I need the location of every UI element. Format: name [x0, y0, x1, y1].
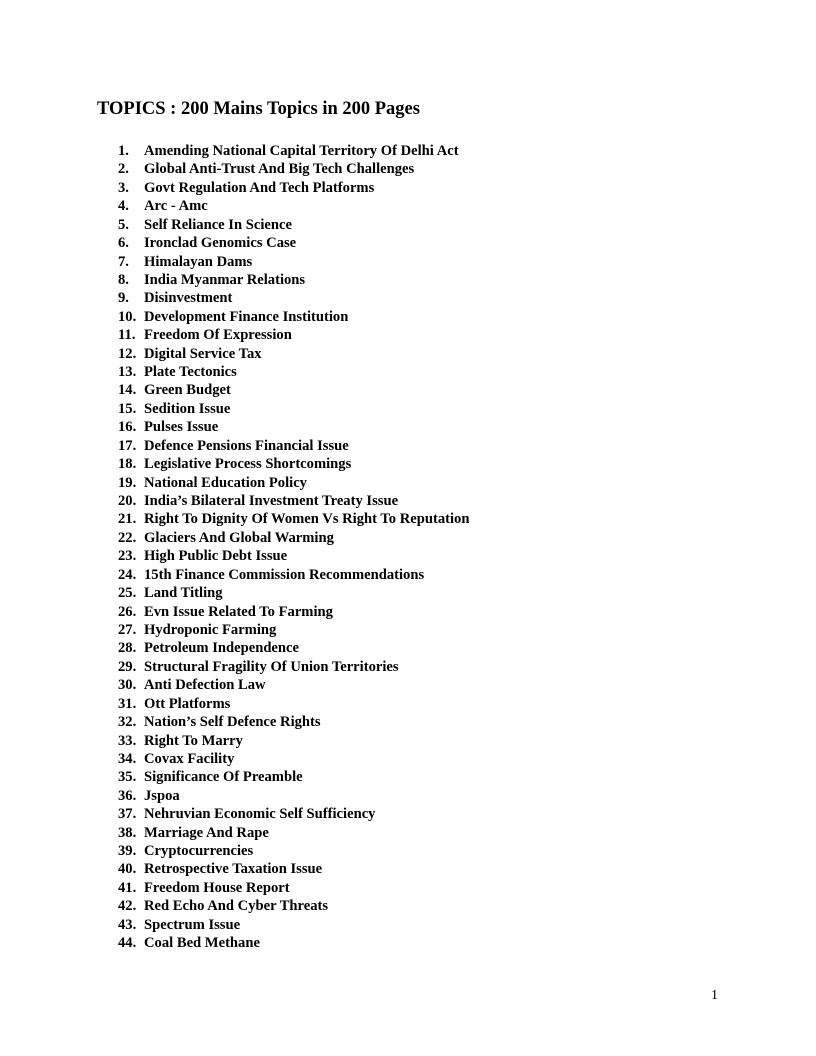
topic-label: Himalayan Dams — [144, 253, 253, 270]
topic-number: 1. — [118, 143, 129, 159]
topic-number: 12. — [118, 345, 137, 362]
topic-label: Hydroponic Farming — [144, 621, 277, 638]
topic-number: 7. — [118, 253, 129, 270]
topic-item — [118, 658, 469, 676]
topic-item — [118, 160, 469, 178]
topic-label: Structural Fragility Of Union Territories — [144, 658, 399, 675]
topic-item — [118, 271, 469, 289]
topic-label: Petroleum Independence — [144, 640, 299, 657]
topic-item — [118, 418, 469, 436]
topic-number: 5. — [118, 216, 129, 233]
topic-item — [118, 326, 469, 344]
topic-label: Anti Defection Law — [144, 677, 266, 694]
topic-number: 44. — [118, 935, 137, 952]
topic-number: 10. — [118, 308, 137, 325]
topic-number: 28. — [118, 640, 137, 657]
topic-item — [118, 142, 469, 160]
topic-item — [118, 216, 469, 234]
topic-item — [118, 676, 469, 694]
topic-number: 15. — [118, 400, 137, 417]
topic-item — [118, 566, 469, 584]
topic-number: 37. — [118, 806, 137, 823]
topic-number: 26. — [118, 603, 137, 620]
topic-label: Land Titling — [144, 585, 223, 602]
topic-item — [118, 934, 469, 952]
topic-number: 17. — [118, 437, 137, 454]
topic-number: 40. — [118, 861, 137, 878]
topic-number: 33. — [118, 732, 137, 749]
topic-item — [118, 824, 469, 842]
topic-number: 3. — [118, 179, 129, 196]
topic-label: Nehruvian Economic Self Sufficiency — [144, 806, 376, 823]
topic-item — [118, 400, 469, 418]
topic-item — [118, 916, 469, 934]
topic-item — [118, 529, 469, 547]
topic-label: Amending National Capital Territory Of Delhi Act — [144, 143, 459, 159]
topic-number: 32. — [118, 714, 137, 731]
topic-number: 14. — [118, 382, 137, 399]
topic-label: Self Reliance In Science — [144, 216, 292, 233]
topic-item — [118, 381, 469, 399]
topic-label: Glaciers And Global Warming — [144, 529, 334, 546]
topic-label: India’s Bilateral Investment Treaty Issue — [144, 493, 399, 510]
topic-item — [118, 732, 469, 750]
topic-label: Development Finance Institution — [144, 308, 349, 325]
topic-label: Jspoa — [144, 787, 180, 804]
topic-item — [118, 345, 469, 363]
topic-number: 18. — [118, 456, 137, 473]
topic-label: Nation’s Self Defence Rights — [144, 714, 321, 731]
topic-item — [118, 879, 469, 897]
topic-number: 13. — [118, 364, 137, 381]
topic-item — [118, 234, 469, 252]
topic-label: Coal Bed Methane — [144, 935, 260, 952]
topic-label: Freedom House Report — [144, 879, 290, 896]
topic-label: Defence Pensions Financial Issue — [144, 437, 349, 454]
topic-item — [118, 289, 469, 307]
topic-number: 6. — [118, 235, 129, 252]
topic-label: Freedom Of Expression — [144, 327, 292, 344]
topic-label: Sedition Issue — [144, 400, 231, 417]
topic-label: Govt Regulation And Tech Platforms — [144, 179, 375, 196]
topic-number: 21. — [118, 511, 137, 528]
topic-number: 4. — [118, 198, 129, 215]
topic-number: 29. — [118, 658, 137, 675]
topic-label: Ironclad Genomics Case — [144, 235, 297, 252]
page-title: TOPICS : 200 Mains Topics in 200 Pages — [97, 99, 420, 119]
topic-number: 9. — [118, 290, 129, 307]
topic-item — [118, 474, 469, 492]
topic-item — [118, 750, 469, 768]
topic-item — [118, 695, 469, 713]
topic-label: Retrospective Taxation Issue — [144, 861, 323, 878]
topic-item — [118, 197, 469, 215]
topic-number: 31. — [118, 695, 137, 712]
topic-number: 11. — [118, 327, 136, 344]
topic-label: Cryptocurrencies — [144, 843, 254, 860]
topic-item — [118, 860, 469, 878]
topic-label: Arc - Amc — [144, 198, 208, 215]
topic-item — [118, 805, 469, 823]
topic-label: Disinvestment — [144, 290, 233, 307]
topic-number: 38. — [118, 824, 137, 841]
topic-label: Significance Of Preamble — [144, 769, 303, 786]
topic-number: 42. — [118, 898, 137, 915]
topic-number: 23. — [118, 548, 137, 565]
topic-item — [118, 639, 469, 657]
topic-item — [118, 713, 469, 731]
topic-number: 35. — [118, 769, 137, 786]
topic-label: Legislative Process Shortcomings — [144, 456, 352, 473]
page-number: 1 — [711, 988, 718, 1003]
topic-label: Global Anti-Trust And Big Tech Challenges — [144, 161, 415, 178]
topic-item — [118, 842, 469, 860]
topic-number: 43. — [118, 916, 137, 933]
topic-item — [118, 510, 469, 528]
topic-number: 24. — [118, 566, 137, 583]
topic-item — [118, 437, 469, 455]
topic-item — [118, 455, 469, 473]
topic-item — [118, 897, 469, 915]
topic-label: Spectrum Issue — [144, 916, 241, 933]
topic-number: 41. — [118, 879, 137, 896]
topic-number: 19. — [118, 474, 137, 491]
topic-item — [118, 603, 469, 621]
topic-item — [118, 179, 469, 197]
topic-number: 20. — [118, 493, 137, 510]
topic-label: Right To Marry — [144, 732, 243, 749]
topic-number: 27. — [118, 621, 137, 638]
topic-label: India Myanmar Relations — [144, 271, 306, 288]
topic-number: 22. — [118, 529, 137, 546]
topic-label: Marriage And Rape — [144, 824, 269, 841]
topic-item — [118, 584, 469, 602]
topic-label: 15th Finance Commission Recommendations — [144, 566, 425, 583]
topic-label: High Public Debt Issue — [144, 548, 288, 565]
topic-number: 39. — [118, 843, 137, 860]
topic-number: 36. — [118, 787, 137, 804]
topic-item — [118, 547, 469, 565]
topic-label: Ott Platforms — [144, 695, 231, 712]
topic-item — [118, 363, 469, 381]
topic-number: 25. — [118, 585, 137, 602]
topic-label: Green Budget — [144, 382, 231, 399]
topic-item — [118, 768, 469, 786]
topic-label: Evn Issue Related To Farming — [144, 603, 333, 620]
topic-label: Right To Dignity Of Women Vs Right To Reputation — [144, 511, 470, 528]
topic-item — [118, 621, 469, 639]
topic-number: 8. — [118, 271, 129, 288]
topic-item — [118, 492, 469, 510]
topic-label: Digital Service Tax — [144, 345, 262, 362]
topic-number: 16. — [118, 419, 137, 436]
topic-item — [118, 308, 469, 326]
topic-label: Plate Tectonics — [144, 364, 237, 381]
topic-number: 30. — [118, 677, 137, 694]
topic-label: Red Echo And Cyber Threats — [144, 898, 329, 915]
topic-label: Pulses Issue — [144, 419, 219, 436]
topic-label: Covax Facility — [144, 750, 235, 767]
topic-list — [118, 142, 469, 953]
topic-item — [118, 787, 469, 805]
topic-item — [118, 253, 469, 271]
topic-number: 34. — [118, 750, 137, 767]
topic-label: National Education Policy — [144, 474, 307, 491]
topic-number: 2. — [118, 161, 129, 178]
